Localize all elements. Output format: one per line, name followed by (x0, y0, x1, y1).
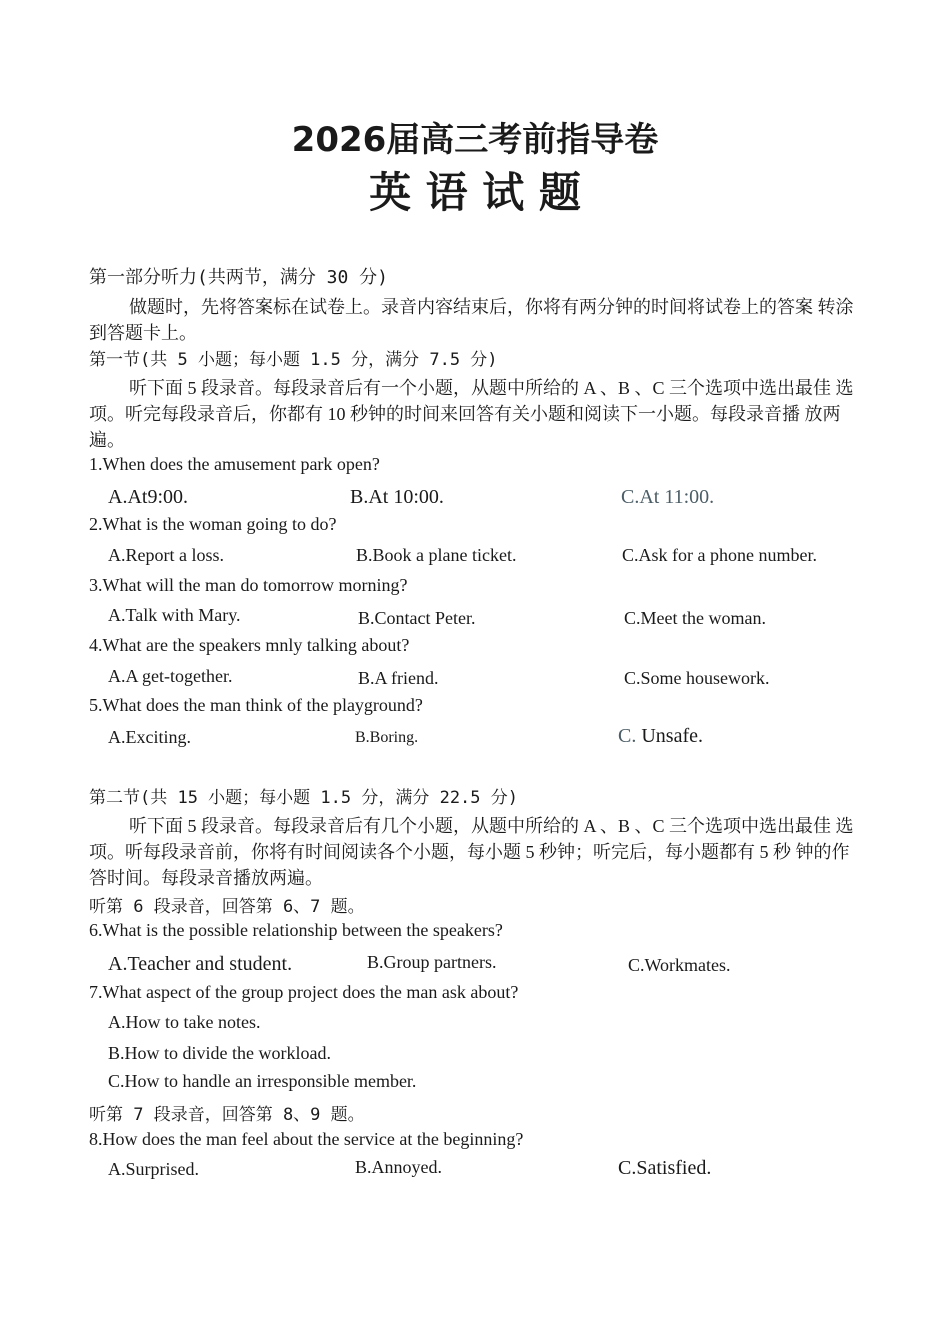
section2-heading: 第二节(共 15 小题；每小题 1.5 分，满分 22.5 分) (89, 788, 518, 808)
question-8: 8.How does the man feel about the service at the beginning? (89, 1129, 524, 1149)
part1-heading: 第一部分听力(共两节，满分 30 分) (89, 267, 389, 288)
question-1: 1.When does the amusement park open? (89, 454, 380, 474)
q2-option-b: B.Book a plane ticket. (356, 545, 517, 565)
q3-option-a: A.Talk with Mary. (108, 605, 241, 625)
question-2: 2.What is the woman going to do? (89, 514, 337, 534)
exam-subject-title: 英 语 试 题 (369, 168, 581, 217)
q6-option-c: C.Workmates. (628, 955, 731, 975)
q1-option-b: B.At 10:00. (350, 486, 444, 508)
q4-option-a: A.A get-together. (108, 666, 233, 686)
q6-option-b: B.Group partners. (367, 952, 497, 972)
q7-option-c: C.How to handle an irresponsible member. (108, 1071, 417, 1091)
exam-title: 2026届高三考前指导卷 (291, 120, 659, 160)
q5-option-c: C. Unsafe. (618, 725, 703, 747)
passage-7-note: 听第 7 段录音，回答第 8、9 题。 (89, 1105, 365, 1125)
q5-option-a: A.Exciting. (108, 727, 191, 747)
q7-option-a: A.How to take notes. (108, 1012, 261, 1032)
q8-option-a: A.Surprised. (108, 1159, 199, 1179)
question-6: 6.What is the possible relationship between the speakers? (89, 920, 503, 940)
q8-option-b: B.Annoyed. (355, 1157, 442, 1177)
question-4: 4.What are the speakers mnly talking about? (89, 635, 410, 655)
q1-option-c: C.At 11:00. (621, 486, 715, 508)
q4-option-c: C.Some housework. (624, 668, 770, 688)
section1-heading: 第一节(共 5 小题；每小题 1.5 分，满分 7.5 分) (89, 350, 498, 370)
q7-option-b: B.How to divide the workload. (108, 1043, 331, 1063)
question-5: 5.What does the man think of the playground? (89, 695, 423, 715)
passage-6-note: 听第 6 段录音，回答第 6、7 题。 (89, 897, 365, 917)
q2-option-c: C.Ask for a phone number. (622, 545, 817, 565)
q8-option-c: C.Satisfied. (618, 1157, 712, 1179)
q3-option-c: C.Meet the woman. (624, 608, 766, 628)
q2-option-a: A.Report a loss. (108, 545, 224, 565)
section1-instruction: 听下面 5 段录音。每段录音后有一个小题，从题中所给的 A 、B 、C 三个选项中选出最佳 选项。听完每段录音后，你都有 10 秒钟的时间来回答有关小题和阅读下一小题。每段录音播 放两遍。 (89, 378, 854, 450)
q3-option-b: B.Contact Peter. (358, 608, 476, 628)
question-3: 3.What will the man do tomorrow morning? (89, 575, 408, 595)
q6-option-a: A.Teacher and student. (108, 953, 293, 975)
q5-option-b: B.Boring. (355, 729, 419, 746)
question-7: 7.What aspect of the group project does the man ask about? (89, 982, 519, 1002)
part1-instruction: 做题时，先将答案标在试卷上。录音内容结束后，你将有两分钟的时间将试卷上的答案 转涂到答题卡上。 (89, 297, 854, 343)
q4-option-b: B.A friend. (358, 668, 439, 688)
q1-option-a: A.At9:00. (108, 486, 188, 508)
section2-instruction: 听下面 5 段录音。每段录音后有几个小题，从题中所给的 A 、B 、C 三个选项中选出最佳 选项。听每段录音前，你将有时间阅读各个小题，每小题 5 秒钟；听完后，每小题都有 5 秒 钟的作答时间。每段录音播放两遍。 (89, 816, 854, 888)
